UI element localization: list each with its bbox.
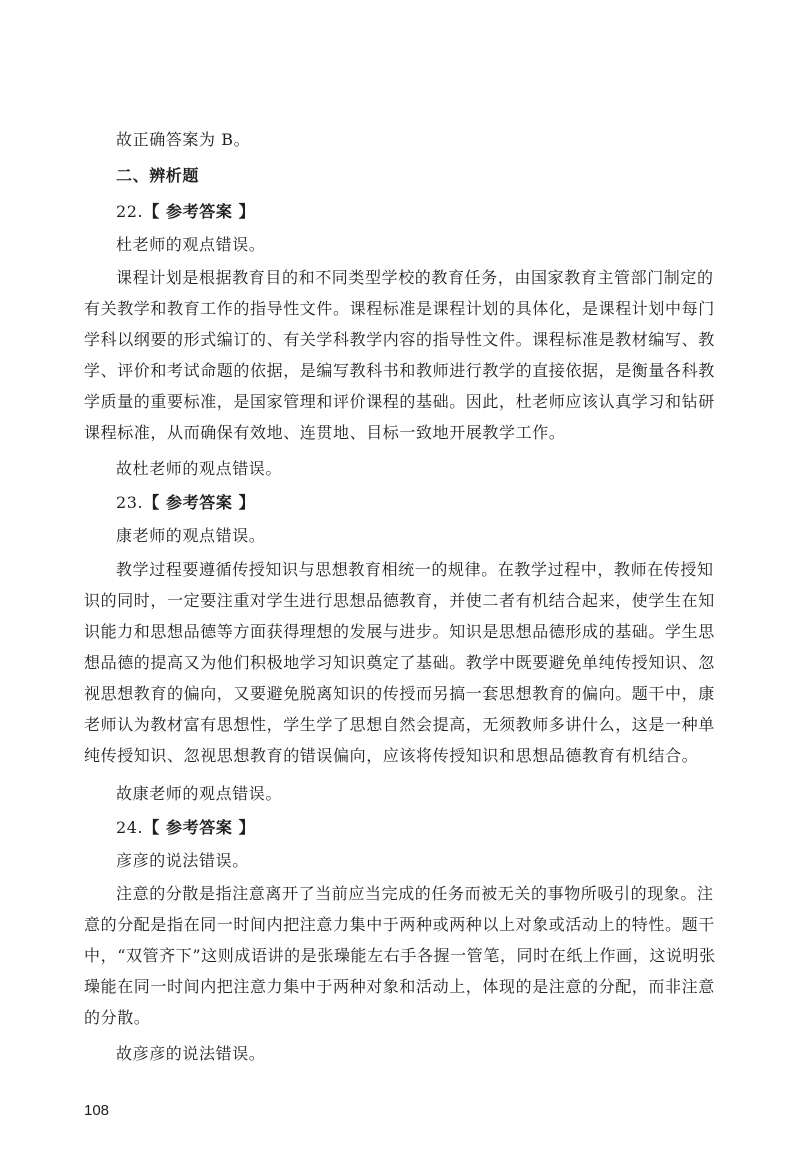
question-number: 24. [116, 818, 144, 837]
paragraph-line: 识的同时，一定要注重对学生进行思想品德教育，并使二者有机结合起来，使学生在知 [84, 591, 715, 610]
paragraph-line: 注意的分散是指注意离开了当前应当完成的任务而被无关的事物所吸引的现象。注 [116, 884, 714, 903]
paragraph-line: 有关教学和教育工作的指导性文件。课程标准是课程计划的具体化，是课程计划中每门 [84, 299, 715, 318]
paragraph-line: 想品德的提高又为他们积极地学习知识奠定了基础。教学中既要避免单纯传授知识、忽 [84, 653, 715, 672]
answer-label-22 [116, 201, 255, 223]
paragraph-line: 意的分配是指在同一时间内把注意力集中于两种或两种以上对象或活动上的特性。题干 [84, 915, 715, 934]
answer-label-24 [116, 817, 255, 839]
paragraph-line: 中，“双管齐下”这则成语讲的是张璪能左右手各握一管笔，同时在纸上作画，这说明张 [84, 946, 716, 965]
paragraph-line: 学质量的重要标准，是国家管理和评价课程的基础。因此，杜老师应该认真学习和钻研 [84, 392, 715, 411]
paragraph-line: 璪能在同一时间内把注意力集中于两种对象和活动上，体现的是注意的分配，而非注意 [84, 977, 715, 996]
paragraph-line: 教学过程要遵循传授知识与思想教育相统一的规律。在教学过程中，教师在传授知 [116, 560, 714, 579]
paragraph-line: 识能力和思想品德等方面获得理想的发展与进步。知识是思想品德形成的基础。学生思 [84, 622, 715, 641]
paragraph-line: 老师认为教材富有思想性，学生学了思想自然会提高，无须教师多讲什么，这是一种单 [84, 715, 715, 734]
paragraph-line: 视思想教育的偏向，又要避免脱离知识的传授而另搞一套思想教育的偏向。题干中，康 [84, 684, 715, 703]
page-number: 108 [84, 1102, 110, 1119]
reference-answer-tag: 【 参考答案 】 [143, 818, 256, 837]
answer-label-23 [116, 492, 255, 514]
answer-verdict: 彦彦的说法错误。 [116, 851, 249, 870]
question-number: 22. [116, 202, 144, 221]
paragraph-line: 课程标准，从而确保有效地、连贯地、目标一致地开展教学工作。 [84, 423, 566, 442]
answer-conclusion: 故康老师的观点错误。 [116, 784, 283, 803]
reference-answer-tag: 【 参考答案 】 [143, 202, 256, 221]
question-number: 23. [116, 493, 144, 512]
paragraph-line: 学科以纲要的形式编订的、有关学科教学内容的指导性文件。课程标准是教材编写、教 [84, 330, 715, 349]
answer-conclusion: 故彦彦的说法错误。 [116, 1044, 266, 1063]
answer-verdict: 康老师的观点错误。 [116, 526, 266, 545]
reference-answer-tag: 【 参考答案 】 [143, 493, 256, 512]
answer-conclusion: 故杜老师的观点错误。 [116, 459, 283, 478]
section-heading: 二、辨析题 [116, 166, 200, 185]
answer-verdict: 杜老师的观点错误。 [116, 235, 266, 254]
answer-conclusion-21: 故正确答案为 B。 [116, 130, 251, 149]
paragraph-line: 课程计划是根据教育目的和不同类型学校的教育任务，由国家教育主管部门制定的 [116, 268, 714, 287]
paragraph-line: 学、评价和考试命题的依据，是编写教科书和教师进行教学的直接依据，是衡量各科教 [84, 361, 715, 380]
paragraph-line: 纯传授知识、忽视思想教育的错误偏向，应该将传授知识和思想品德教育有机结合。 [84, 746, 699, 765]
paragraph-line: 的分散。 [84, 1008, 151, 1027]
